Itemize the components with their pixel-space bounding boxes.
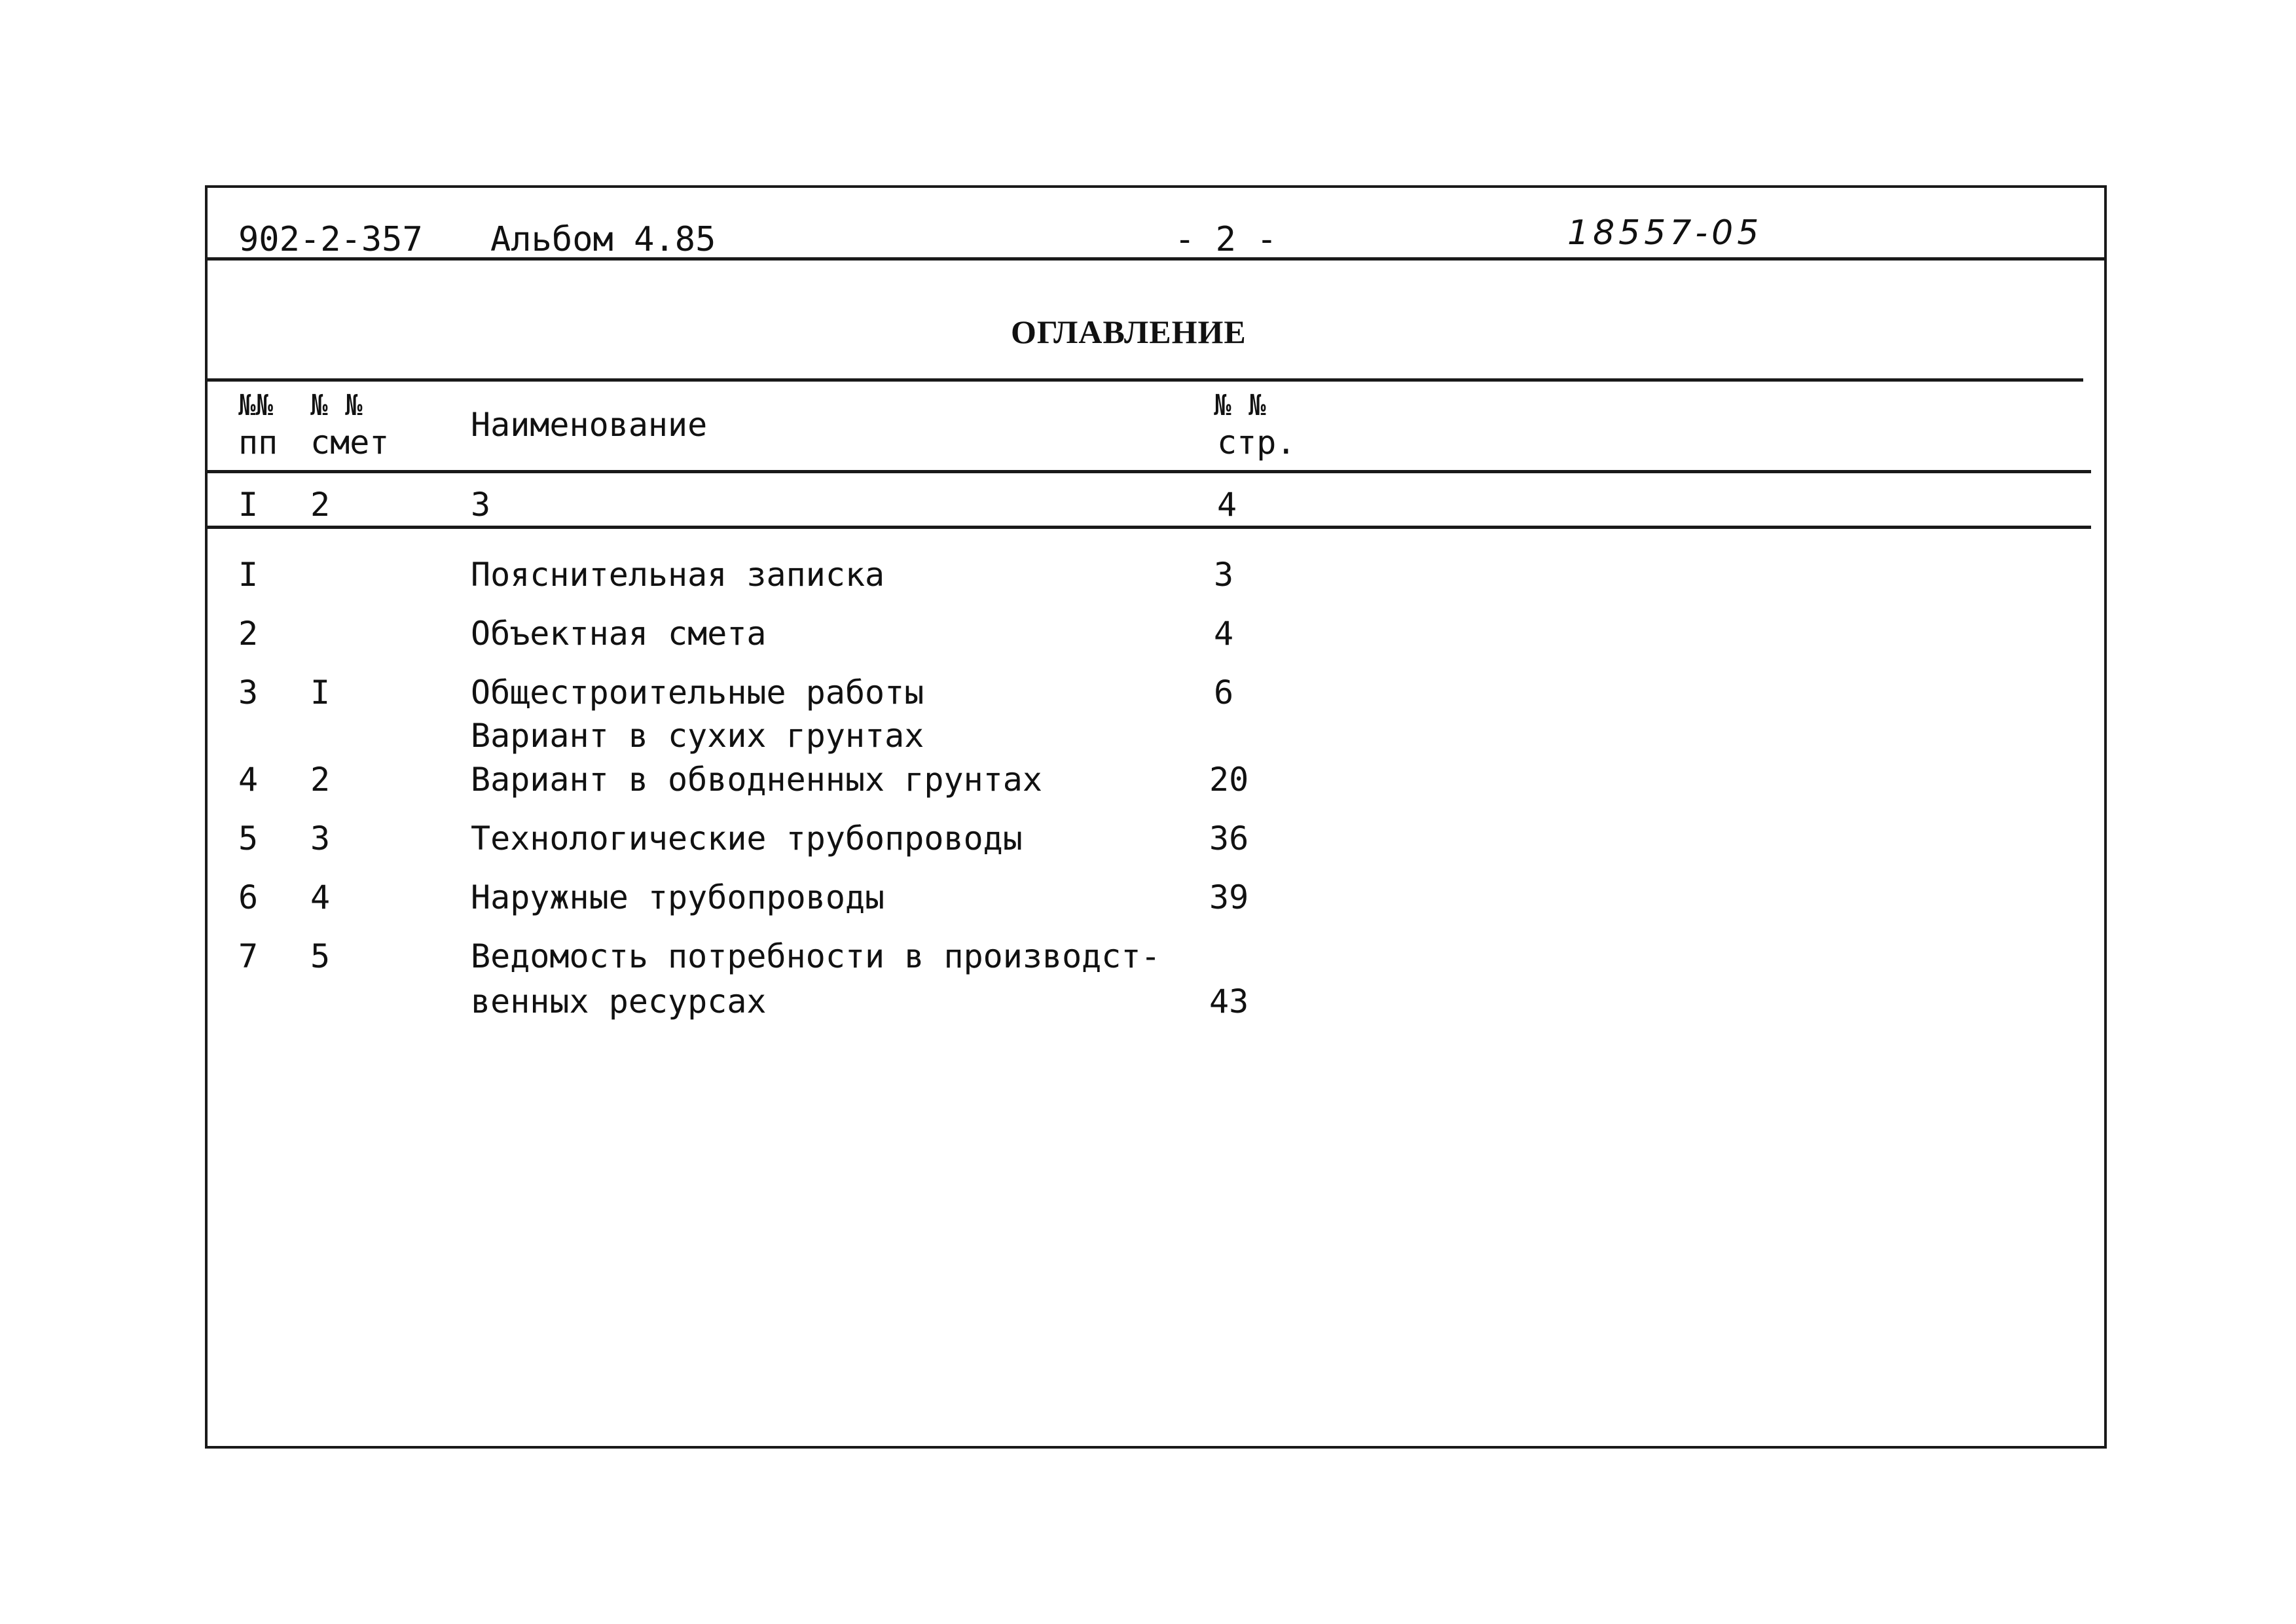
page-number: - 2 - xyxy=(1175,220,1277,259)
row-3-name-line1: Общестроительные работы xyxy=(471,674,924,712)
row-7-name-line2: венных ресурсах xyxy=(471,983,767,1020)
row-3-page: 6 xyxy=(1214,674,1234,712)
row-2-page: 4 xyxy=(1214,615,1234,653)
row-5-page: 36 xyxy=(1209,820,1249,857)
col-number-3: 3 xyxy=(471,486,491,524)
row-5-num: 5 xyxy=(238,820,259,857)
row-4-smeta: 2 xyxy=(310,761,331,799)
row-1-page: 3 xyxy=(1214,556,1234,594)
project-code: 902-2-357 xyxy=(238,220,423,259)
handwritten-number: 18557-05 xyxy=(1567,213,1763,253)
row-7-num: 7 xyxy=(238,937,259,975)
row-4-page: 20 xyxy=(1209,761,1249,799)
row-1-name: Пояснительная записка xyxy=(471,556,885,594)
col-header-page-line1: № № xyxy=(1214,389,1266,422)
col-header-num-line1: №№ xyxy=(238,389,273,422)
row-6-num: 6 xyxy=(238,878,259,916)
table-top-line xyxy=(208,378,2083,382)
page-title: ОГЛАВЛЕНИЕ xyxy=(1011,314,1247,350)
row-4-num: 4 xyxy=(238,761,259,799)
row-2-num: 2 xyxy=(238,615,259,653)
row-2-name: Объектная смета xyxy=(471,615,767,653)
row-6-page: 39 xyxy=(1209,878,1249,916)
col-header-num-line2: пп xyxy=(238,424,278,461)
col-number-4: 4 xyxy=(1217,486,1237,524)
row-5-smeta: 3 xyxy=(310,820,331,857)
col-number-1: I xyxy=(238,486,259,524)
row-7-smeta: 5 xyxy=(310,937,331,975)
col-header-page-line2: стр. xyxy=(1217,424,1296,461)
row-7-page: 43 xyxy=(1209,983,1249,1020)
row-6-name: Наружные трубопроводы xyxy=(471,878,885,916)
header-divider xyxy=(208,257,2104,261)
table-numbers-divider xyxy=(208,526,2091,529)
row-4-name: Вариант в обводненных грунтах xyxy=(471,761,1042,799)
row-1-num: I xyxy=(238,556,259,594)
row-5-name: Технологические трубопроводы xyxy=(471,820,1023,857)
col-header-smeta-line1: № № xyxy=(310,389,363,422)
col-number-2: 2 xyxy=(310,486,331,524)
row-3-name-line2: Вариант в сухих грунтах xyxy=(471,717,924,755)
table-header-divider xyxy=(208,470,2091,473)
col-header-name: Наименование xyxy=(471,406,708,444)
row-3-smeta: I xyxy=(310,674,331,712)
col-header-smeta-line2: смет xyxy=(310,424,390,461)
album-label: Альбом 4.85 xyxy=(490,220,716,259)
row-7-name-line1: Ведомость потребности в производст- xyxy=(471,937,1161,975)
document-sheet xyxy=(205,185,2107,1449)
row-6-smeta: 4 xyxy=(310,878,331,916)
row-3-num: 3 xyxy=(238,674,259,712)
